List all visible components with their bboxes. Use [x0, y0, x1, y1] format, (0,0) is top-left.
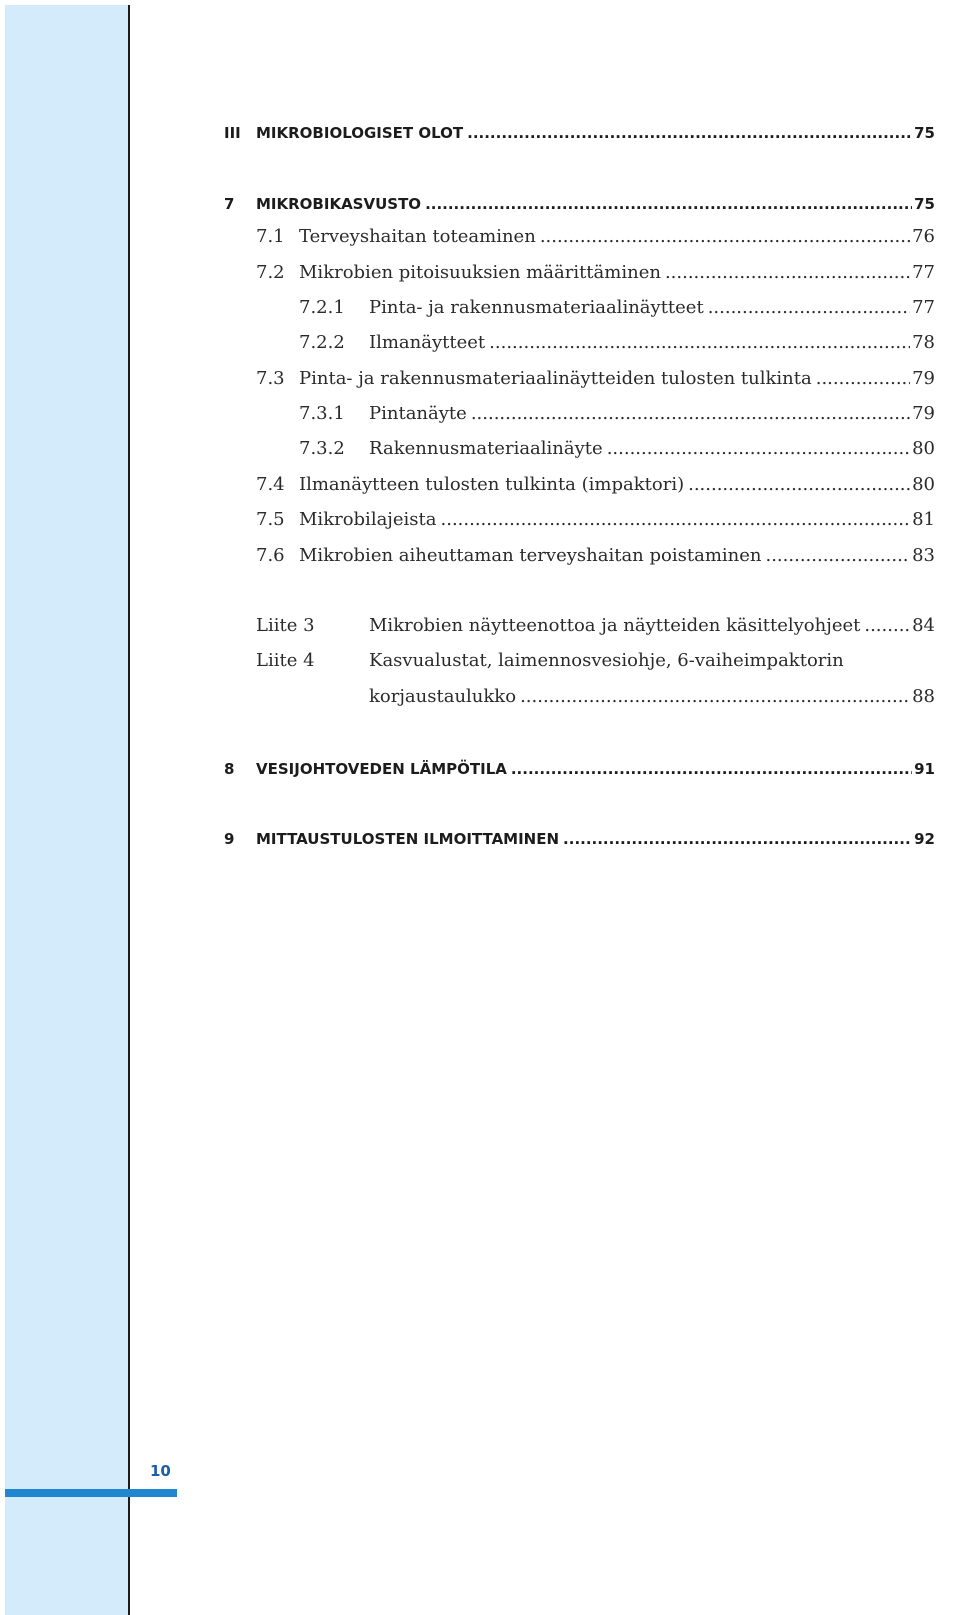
toc-entry-liite-4-title[interactable]: Kasvualustat, laimennosvesiohje, 6-vaiheimpaktorin: [369, 650, 844, 671]
toc-entry-page: 79: [912, 403, 935, 424]
toc-entry-page: 79: [912, 368, 935, 389]
toc-leader-dots: [441, 509, 911, 530]
toc-leader-dots: [607, 438, 910, 459]
toc-entry-number: 7.6: [256, 545, 285, 566]
toc-entry-number: 9: [224, 830, 235, 848]
toc-entry-7-2-1[interactable]: [299, 297, 935, 318]
toc-entry-title: Terveyshaitan toteaminen: [299, 226, 536, 247]
toc-entry-7-2-2[interactable]: [299, 332, 935, 353]
toc-leader-dots: [665, 262, 910, 283]
toc-entry-page: 92: [914, 830, 935, 848]
toc-entry-number: 7.3.1: [299, 403, 345, 424]
toc-entry-title: Rakennusmateriaalinäyte: [369, 438, 603, 459]
toc-entry-7-5[interactable]: [256, 509, 935, 530]
toc-leader-dots: [688, 474, 910, 495]
toc-entry-title: MITTAUSTULOSTEN ILMOITTAMINEN: [256, 830, 560, 848]
page-number: 10: [150, 1462, 171, 1480]
toc-entry-number: 7.2.2: [299, 332, 345, 353]
toc-entry-title: Mikrobilajeista: [299, 509, 437, 530]
toc-entry-title: Mikrobien pitoisuuksien määrittäminen: [299, 262, 661, 283]
toc-leader-dots: [520, 686, 910, 707]
toc-entry-page: 91: [914, 760, 935, 778]
toc-entry-number: Liite 3: [256, 615, 315, 636]
toc-leader-dots: [540, 226, 910, 247]
toc-leader-dots: [765, 545, 910, 566]
toc-entry-7-2[interactable]: [256, 262, 935, 283]
toc-entry-title: Mikrobien aiheuttaman terveyshaitan poistaminen: [299, 545, 762, 566]
toc-entry-page: 81: [912, 509, 935, 530]
toc-entry-title: Pinta- ja rakennusmateriaalinäytteiden tulosten tulkinta: [299, 368, 812, 389]
toc-entry-number: 8: [224, 760, 235, 778]
toc-entry-7-3[interactable]: [256, 368, 935, 389]
toc-entry-7-6[interactable]: [256, 545, 935, 566]
toc-entry-7-1[interactable]: [256, 226, 935, 247]
toc-entry-page: 84: [912, 615, 935, 636]
toc-entry-page: 77: [912, 297, 935, 318]
toc-leader-dots: [864, 615, 910, 636]
toc-entry-title: Pintanäyte: [369, 403, 467, 424]
toc-entry-chapter-8[interactable]: [224, 760, 935, 778]
toc-entry-number: 7.2: [256, 262, 285, 283]
toc-leader-dots: [467, 124, 912, 142]
toc-leader-dots: [489, 332, 910, 353]
toc-entry-chapter-9[interactable]: [224, 830, 935, 848]
toc-leader-dots: [425, 195, 912, 213]
toc-entry-page: 77: [912, 262, 935, 283]
toc-entry-chapter-7[interactable]: [224, 195, 935, 213]
toc-entry-liite-3[interactable]: [256, 615, 935, 636]
toc-entry-part-3[interactable]: [224, 124, 935, 142]
toc-entry-page: 75: [914, 195, 935, 213]
page-number-bar: [5, 1489, 177, 1497]
toc-entry-liite-4-number: Liite 4: [256, 650, 315, 671]
toc-entry-page: 76: [912, 226, 935, 247]
toc-entry-number: 7: [224, 195, 235, 213]
toc-entry-number: 7.1: [256, 226, 285, 247]
toc-entry-page: 80: [912, 438, 935, 459]
toc-leader-dots: [708, 297, 910, 318]
toc-entry-number: 7.5: [256, 509, 285, 530]
toc-leader-dots: [511, 760, 912, 778]
toc-entry-number: 7.4: [256, 474, 285, 495]
toc-entry-page: 80: [912, 474, 935, 495]
toc-entry-number: 7.3: [256, 368, 285, 389]
toc-entry-liite-4[interactable]: [369, 686, 935, 707]
toc-leader-dots: [471, 403, 910, 424]
toc-entry-7-3-2[interactable]: [299, 438, 935, 459]
toc-entry-title-continued: korjaustaulukko: [369, 686, 517, 707]
margin-rule: [128, 5, 130, 1615]
toc-entry-title: Ilmanäytteet: [369, 332, 486, 353]
toc-entry-title: Ilmanäytteen tulosten tulkinta (impaktori): [299, 474, 685, 495]
toc-entry-page: 75: [914, 124, 935, 142]
toc-entry-page: 83: [912, 545, 935, 566]
toc-entry-title: MIKROBIKASVUSTO: [256, 195, 422, 213]
toc-entry-title: Pinta- ja rakennusmateriaalinäytteet: [369, 297, 704, 318]
toc-entry-title: MIKROBIOLOGISET OLOT: [256, 124, 464, 142]
toc-leader-dots: [816, 368, 910, 389]
toc-entry-number: 7.3.2: [299, 438, 345, 459]
toc-entry-title: Mikrobien näytteenottoa ja näytteiden käsittelyohjeet: [369, 615, 861, 636]
toc-entry-7-3-1[interactable]: [299, 403, 935, 424]
toc-entry-page: 88: [912, 686, 935, 707]
toc-entry-number: 7.2.1: [299, 297, 345, 318]
toc-entry-7-4[interactable]: [256, 474, 935, 495]
toc-entry-page: 78: [912, 332, 935, 353]
page-margin-band: [5, 5, 128, 1615]
toc-leader-dots: [563, 830, 912, 848]
toc-entry-number: III: [224, 124, 241, 142]
toc-entry-title: VESIJOHTOVEDEN LÄMPÖTILA: [256, 760, 507, 778]
